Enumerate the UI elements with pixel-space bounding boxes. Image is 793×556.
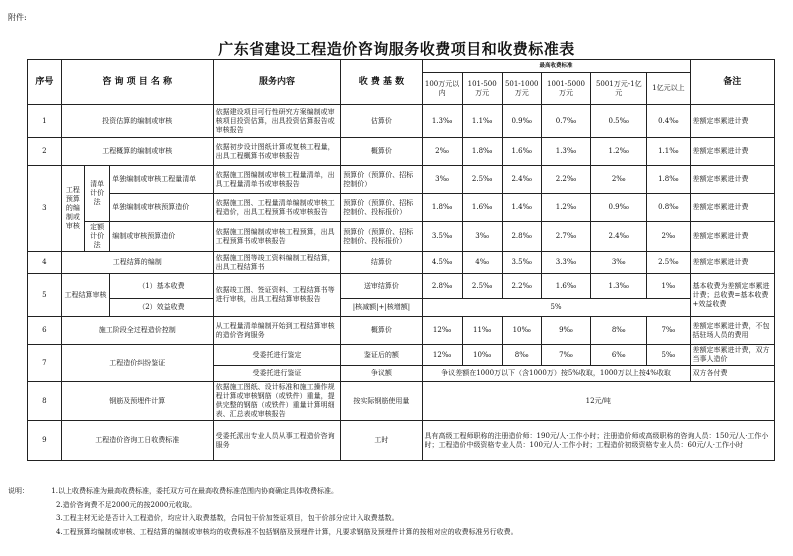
- rate-cell: 2.4‰: [502, 166, 541, 194]
- rate-cell: 12‰: [422, 345, 462, 366]
- row-remark: 差额定率累进计费，双方当事人造价: [690, 345, 774, 366]
- row-remark: 双方各付费: [690, 366, 774, 382]
- col-rates-group-header: 最高收费标准: [422, 60, 690, 73]
- band-header: 1001-5000万元: [541, 73, 591, 105]
- rate-cell: 2‰: [591, 166, 647, 194]
- col-item-header: 咨 询 项 目 名 称: [61, 60, 213, 105]
- rate-cell: 10‰: [462, 345, 502, 366]
- row-base: |核减额|+|核增额|: [341, 299, 422, 317]
- rate-cell: 1.2‰: [541, 194, 591, 222]
- rate-cell: 0.9‰: [591, 194, 647, 222]
- row-base: 概算价: [341, 138, 422, 166]
- rate-cell: 0.7‰: [541, 105, 591, 138]
- row-base: 预算价（预算价、招标控制价、投标报价）: [341, 194, 422, 222]
- rate-cell: 3‰: [422, 166, 462, 194]
- row-content: 依据施工图编制或审核工程预算，出具工程预算书或审核报告: [213, 222, 341, 252]
- col-content-header: 服务内容: [213, 60, 341, 105]
- row-remark: 差额定率累进计费，不包括驻场人员的费用: [690, 317, 774, 345]
- rate-cell: 2.5‰: [462, 274, 502, 299]
- row-sub-item: （1）基本收费: [110, 274, 213, 299]
- table-row: [28, 382, 775, 421]
- rate-cell: 4‰: [462, 252, 502, 274]
- row-content: 从工程量清单编制开始到工程结算审核的造价咨询服务: [213, 317, 341, 345]
- row-content: 依据施工图编制或审核工程量清单，出具工程量清单书或审核报告: [213, 166, 341, 194]
- row-remark: 差额定率累进计费: [690, 194, 774, 222]
- rate-cell: 12元/吨: [422, 382, 774, 421]
- col-seq-header: 序号: [28, 60, 62, 105]
- table-row: [28, 421, 775, 461]
- rate-cell: 1.2‰: [591, 138, 647, 166]
- row-sub-method: 定额计价法: [84, 222, 109, 252]
- row-content: 受委托进行鉴定: [213, 345, 341, 366]
- rate-cell: 2.5‰: [462, 166, 502, 194]
- rate-cell: 0.4‰: [647, 105, 690, 138]
- rate-cell: 1.1‰: [462, 105, 502, 138]
- rate-cell: 1.8‰: [647, 166, 690, 194]
- row-item: 工程结算的编制: [61, 252, 213, 274]
- row-item: 工程概算的编制或审核: [61, 138, 213, 166]
- rate-cell: 8‰: [591, 317, 647, 345]
- rate-cell: 1.8‰: [462, 138, 502, 166]
- row-base: 工时: [341, 421, 422, 461]
- table-row: [28, 105, 775, 138]
- rate-cell: 具有高级工程师职称的注册造价师：190元/人·工作小时；注册造价师或高级职称的咨询人员：150元/人·工作小时；工程造价中级资格专业人员：100元/人·工作小时；工程造价初级资格专业人员：60元/人·工作小时: [422, 421, 774, 461]
- notes-section: [8, 485, 788, 539]
- row-content: 依据初步设计图纸计算或复核工程量，出具工程概算书或审核报告: [213, 138, 341, 166]
- rate-cell: 12‰: [422, 317, 462, 345]
- row-item: 施工阶段全过程造价控制: [61, 317, 213, 345]
- table-row: [28, 317, 775, 345]
- rate-cell: 2.4‰: [591, 222, 647, 252]
- row-sub-item: （2）效益收费: [110, 299, 213, 317]
- rate-cell: 3.3‰: [541, 252, 591, 274]
- row-content: 依据施工图等竣工资料编制工程结算，出具工程结算书: [213, 252, 341, 274]
- rate-cell: 4.5‰: [422, 252, 462, 274]
- rate-cell: 2‰: [422, 138, 462, 166]
- rate-cell: 1.8‰: [422, 194, 462, 222]
- row-item: 投资估算的编制或审核: [61, 105, 213, 138]
- rate-cell: 7‰: [541, 345, 591, 366]
- row-remark: 基本收费为差额定率累进计费；总收费=基本收费+效益收费: [690, 274, 774, 317]
- row-sub-item: 单独编制或审核预算造价: [110, 194, 213, 222]
- rate-cell: 1‰: [647, 274, 690, 299]
- row-remark: 差额定率累进计费: [690, 222, 774, 252]
- note-item: 3.工程主材无论是否计入工程造价，均应计入取费基数，合同包干价加签证项目，包干价部分应计入取费基数。: [56, 514, 399, 522]
- row-seq: 2: [28, 138, 62, 166]
- row-group-label: 工程预算的编制或审核: [61, 166, 84, 252]
- rate-cell: 10‰: [502, 317, 541, 345]
- row-content: 受委托派出专业人员从事工程造价咨询服务: [213, 421, 341, 461]
- rate-cell: 1.6‰: [502, 138, 541, 166]
- row-base: 结算价: [341, 252, 422, 274]
- table-row: [28, 194, 775, 222]
- row-content: 依据施工图、工程量清单编制或审核工程造价，出具工程预算书或审核报告: [213, 194, 341, 222]
- rate-cell: 2.7‰: [541, 222, 591, 252]
- row-remark: 差额定率累进计费: [690, 105, 774, 138]
- row-sub-method: 清单计价法: [84, 166, 109, 222]
- rate-cell: 8‰: [502, 345, 541, 366]
- rate-cell: 3‰: [462, 222, 502, 252]
- row-base: 预算价（预算价、招标控制价、投标报价）: [341, 222, 422, 252]
- notes-label: 说明：: [8, 487, 29, 495]
- rate-cell: 6‰: [591, 345, 647, 366]
- rate-cell: 0.9‰: [502, 105, 541, 138]
- rate-cell: 3.5‰: [422, 222, 462, 252]
- attachment-label: 附件:: [8, 13, 27, 22]
- fee-table: [27, 59, 775, 461]
- row-remark: 差额定率累进计费: [690, 138, 774, 166]
- rate-cell: 3‰: [591, 252, 647, 274]
- row-item: 工程造价纠纷鉴证: [61, 345, 213, 382]
- row-remark: 差额定率累进计费: [690, 166, 774, 194]
- row-item: 工程结算审核: [61, 274, 110, 317]
- row-content: 受委托进行鉴证: [213, 366, 341, 382]
- note-line: [8, 485, 788, 499]
- rate-cell: 2.2‰: [502, 274, 541, 299]
- row-item: 工程造价咨询工日收费标准: [61, 421, 213, 461]
- note-item: 4.工程预算均编制或审核、工程结算的编制或审核均的收费标准不包括钢筋及预埋件计算，凡要求钢筋及预埋件计算的按相对应的收费标准另行收费。: [56, 527, 518, 536]
- row-seq: 1: [28, 105, 62, 138]
- row-base: 概算价: [341, 317, 422, 345]
- table-row: [28, 166, 775, 194]
- row-base: 按实际钢筋使用量: [341, 382, 422, 421]
- row-sub-item: 编制或审核预算造价: [110, 222, 213, 252]
- row-seq: 9: [28, 421, 62, 461]
- note-item: 2.造价咨询费不足2000元的按2000元收取。: [56, 500, 197, 509]
- row-sub-item: 单独编制或审核工程量清单: [110, 166, 213, 194]
- rate-cell: 7‰: [647, 317, 690, 345]
- rate-cell: 11‰: [462, 317, 502, 345]
- table-row: [28, 274, 775, 299]
- table-row: [28, 138, 775, 166]
- rate-cell: 2.5‰: [647, 252, 690, 274]
- row-content: 依据施工图纸、设计标准和施工操作规程计算或审核钢筋（或铁件）重量，提供完整的钢筋（或铁件）重量计算明细表、汇总表或审核报告: [213, 382, 341, 421]
- rate-cell: 0.8‰: [647, 194, 690, 222]
- band-header: 1亿元以上: [647, 73, 690, 105]
- rate-cell: 1.6‰: [541, 274, 591, 299]
- table-row: [28, 252, 775, 274]
- page-title: 广东省建设工程造价咨询服务收费项目和收费标准表: [218, 40, 575, 58]
- row-base: 估算价: [341, 105, 422, 138]
- row-seq: 8: [28, 382, 62, 421]
- row-seq: 6: [28, 317, 62, 345]
- table-row: [28, 345, 775, 366]
- rate-cell: 2.2‰: [541, 166, 591, 194]
- band-header: 101-500万元: [462, 73, 502, 105]
- rate-cell: 3.5‰: [502, 252, 541, 274]
- rate-cell: 2‰: [647, 222, 690, 252]
- col-base-header: 收 费 基 数: [341, 60, 422, 105]
- row-base: 争议额: [341, 366, 422, 382]
- rate-cell: 1.6‰: [462, 194, 502, 222]
- rate-cell: 争议差额在1000万以下（含1000万）按5%收取，1000万以上按4%收取: [422, 366, 690, 382]
- rate-cell: 9‰: [541, 317, 591, 345]
- rate-cell: 2.8‰: [502, 222, 541, 252]
- rate-cell: 1.3‰: [422, 105, 462, 138]
- band-header: 501-1000万元: [502, 73, 541, 105]
- band-header: 100万元以内: [422, 73, 462, 105]
- note-item: 1.以上收费标准为最高收费标准，委托双方可在最高收费标准范围内协商确定具体收费标准。: [51, 487, 338, 495]
- row-content: 依据竣工图、签证资料、工程结算书等进行审核，出具工程结算审核报告: [213, 274, 341, 317]
- row-seq: 7: [28, 345, 62, 382]
- row-item: 钢筋及预埋件计算: [61, 382, 213, 421]
- rate-cell: 1.3‰: [591, 274, 647, 299]
- table-row: [28, 299, 775, 317]
- row-base: 预算价（预算价、招标控制价）: [341, 166, 422, 194]
- rate-cell: 1.3‰: [541, 138, 591, 166]
- row-seq: 3: [28, 166, 62, 252]
- rate-cell: 0.5‰: [591, 105, 647, 138]
- rate-cell: 5‰: [647, 345, 690, 366]
- rate-cell: 1.4‰: [502, 194, 541, 222]
- band-header: 5001万元-1亿元: [591, 73, 647, 105]
- col-remark-header: 备注: [690, 60, 774, 105]
- rate-cell: 5%: [422, 299, 690, 317]
- row-content: 依据建设项目可行性研究方案编制或审核项目投资估算，出具投资估算报告或审核报告: [213, 105, 341, 138]
- row-remark: 差额定率累进计费: [690, 252, 774, 274]
- table-row: [28, 222, 775, 252]
- row-base: 鉴证后的额: [341, 345, 422, 366]
- rate-cell: 1.1‰: [647, 138, 690, 166]
- row-seq: 4: [28, 252, 62, 274]
- rate-cell: 2.8‰: [422, 274, 462, 299]
- row-seq: 5: [28, 274, 62, 317]
- row-base: 送审结算价: [341, 274, 422, 299]
